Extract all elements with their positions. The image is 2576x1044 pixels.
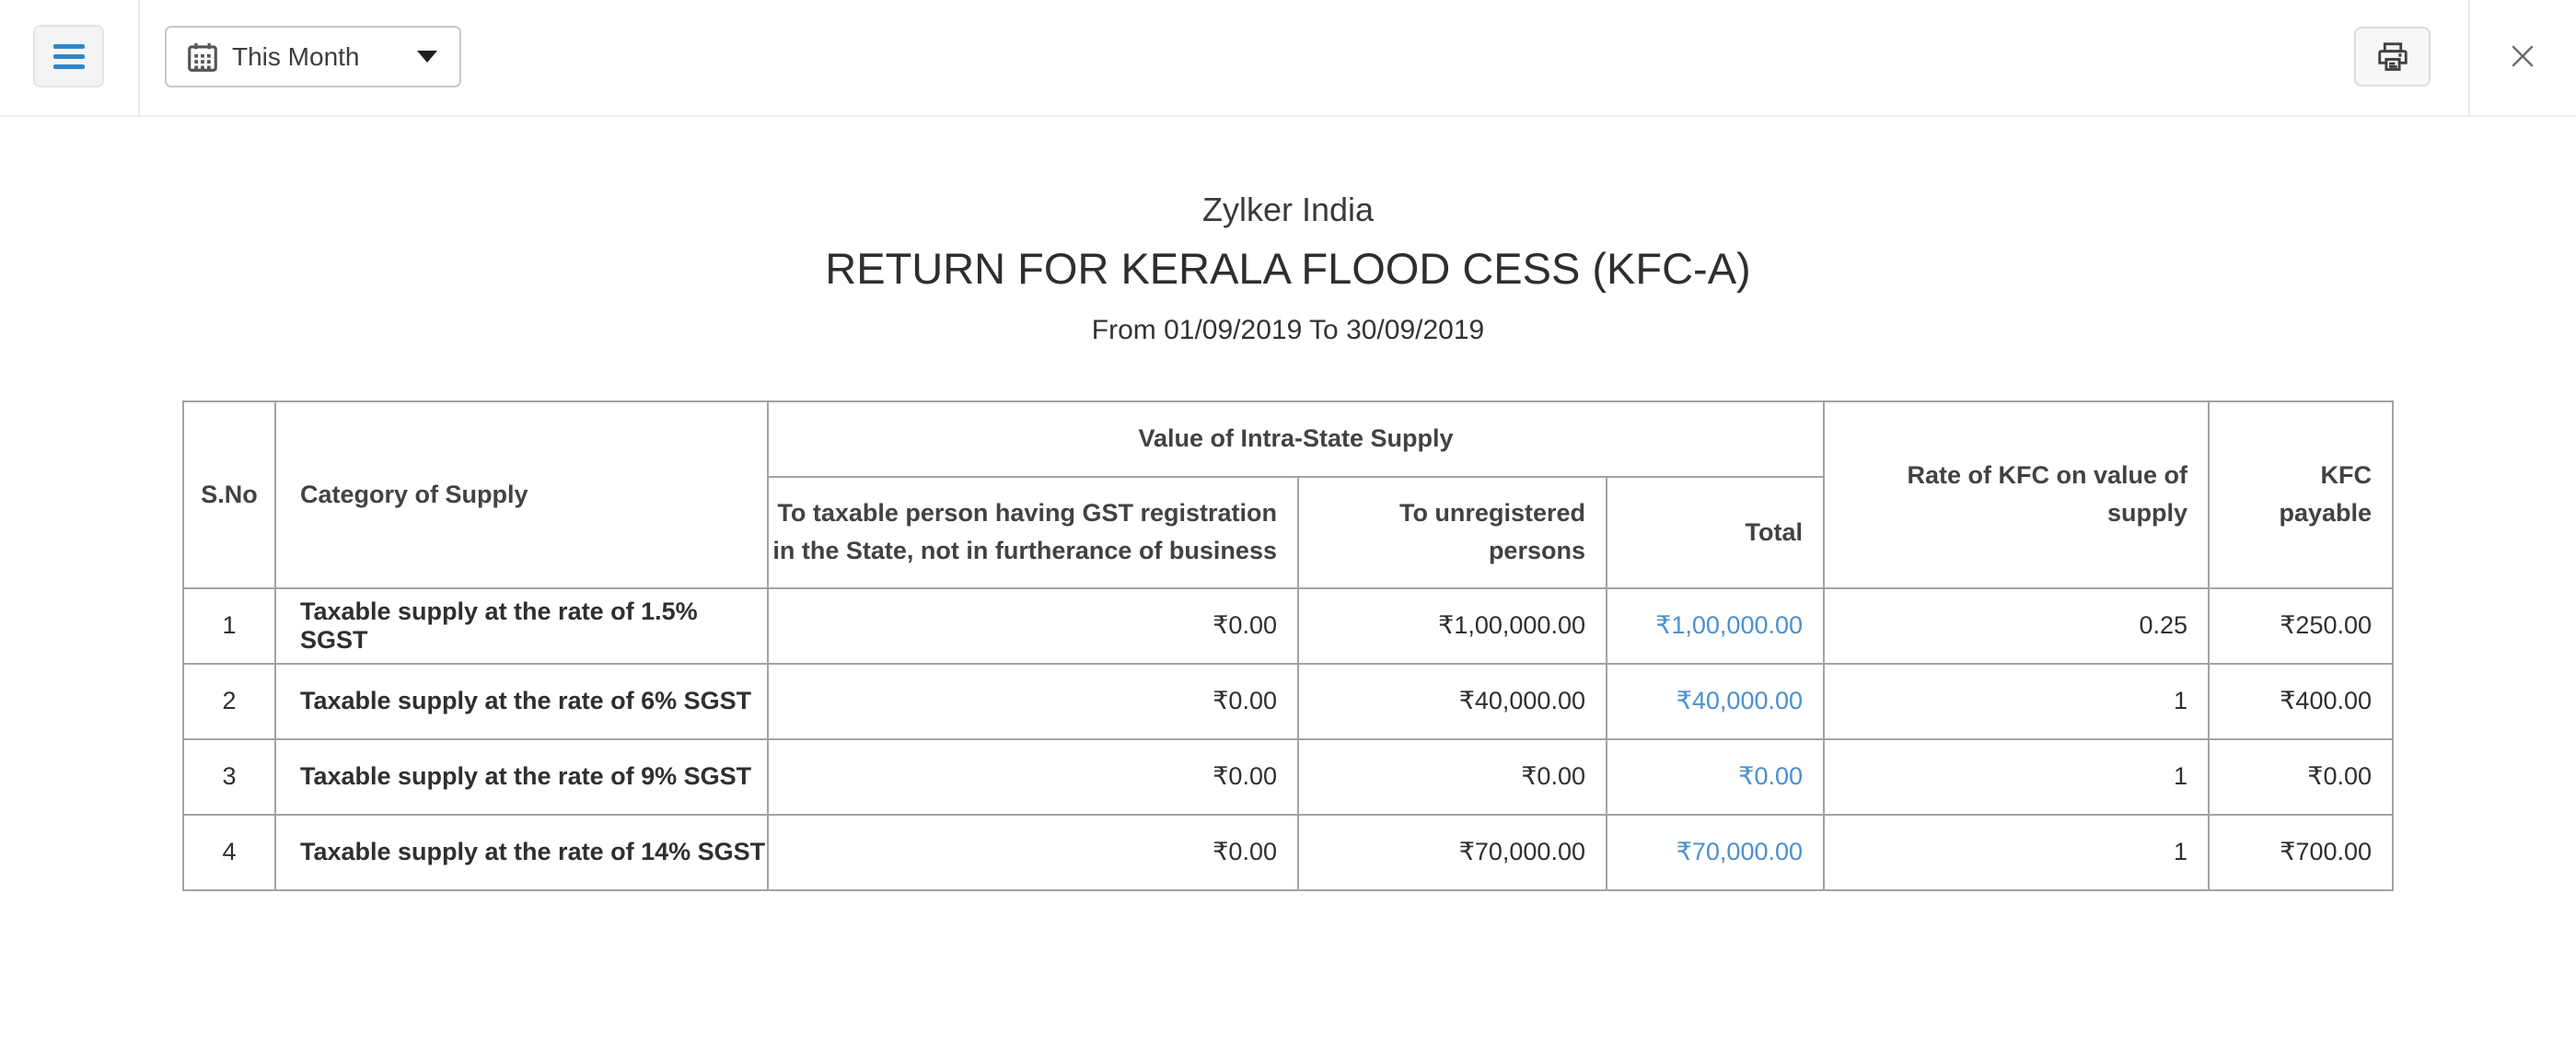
cell-category: Taxable supply at the rate of 6% SGST [275,664,768,739]
period-dropdown-value: This Month [232,41,360,71]
header-to-unregistered-line2: persons [1488,537,1585,565]
header-payable-line2: payable [2279,499,2373,528]
period-dropdown[interactable] [165,26,461,87]
header-to-taxable-line1: To taxable person having GST registration [777,499,1277,528]
header-category-of-supply: Category of Supply [275,401,768,588]
report-title: RETURN FOR KERALA FLOOD CESS (KFC-A) [825,244,1751,294]
cell-payable: ₹0.00 [2209,739,2393,815]
hamburger-menu-button[interactable] [33,25,104,87]
calendar-icon [185,40,220,75]
header-rate-line1: Rate of KFC on value of [1907,461,2188,490]
header-rate-of-kfc [1824,401,2209,588]
cell-rate: 1 [1824,664,2209,739]
cell-to-taxable: ₹0.00 [768,588,1298,664]
header-sno: S.No [183,401,275,588]
header-payable-line1: KFC [2320,461,2373,490]
cell-to-unregistered: ₹0.00 [1298,739,1607,815]
header-rate-line2: supply [2107,499,2188,528]
toolbar-divider-left [138,0,140,117]
cell-category: Taxable supply at the rate of 1.5% SGST [275,588,768,664]
cell-sno: 1 [183,588,275,664]
header-to-taxable-person [768,477,1298,588]
cell-sno: 4 [183,815,275,890]
table-row [183,664,2393,739]
cell-rate: 0.25 [1824,588,2209,664]
cell-sno: 2 [183,664,275,739]
company-name: Zylker India [1201,191,1375,228]
cell-category: Taxable supply at the rate of 14% SGST [275,815,768,890]
cell-to-unregistered: ₹40,000.00 [1298,664,1607,739]
cell-to-unregistered: ₹70,000.00 [1298,815,1607,890]
header-intra-state-group: Value of Intra-State Supply [768,401,1824,477]
cell-total-link[interactable]: ₹40,000.00 [1676,687,1804,715]
toolbar [0,0,2576,117]
report-area [0,117,2576,891]
cell-rate: 1 [1824,739,2209,815]
cell-to-taxable: ₹0.00 [768,815,1298,890]
close-button[interactable] [2497,33,2548,79]
kfc-return-table [182,400,2394,891]
table-row [183,588,2393,664]
cell-payable: ₹400.00 [2209,664,2393,739]
cell-to-taxable: ₹0.00 [768,739,1298,815]
table-row [183,815,2393,890]
header-to-unregistered [1298,477,1607,588]
caret-down-icon [417,51,437,63]
header-total: Total [1607,477,1824,588]
cell-total-link[interactable]: ₹1,00,000.00 [1655,611,1804,640]
header-to-taxable-line2: in the State, not in furtherance of business [772,537,1277,565]
cell-total-link[interactable]: ₹70,000.00 [1676,838,1804,866]
printer-icon [2373,40,2412,75]
print-button[interactable] [2354,27,2431,87]
cell-to-taxable: ₹0.00 [768,664,1298,739]
cell-to-unregistered: ₹1,00,000.00 [1298,588,1607,664]
toolbar-divider-right [2468,0,2470,117]
cell-category: Taxable supply at the rate of 9% SGST [275,739,768,815]
cell-total-link[interactable]: ₹0.00 [1738,762,1804,791]
cell-payable: ₹700.00 [2209,815,2393,890]
close-icon [2509,42,2536,70]
header-to-unregistered-line1: To unregistered [1398,499,1585,528]
header-kfc-payable [2209,401,2393,588]
table-row [183,739,2393,815]
cell-rate: 1 [1824,815,2209,890]
cell-payable: ₹250.00 [2209,588,2393,664]
cell-sno: 3 [183,739,275,815]
report-date-range: From 01/09/2019 To 30/09/2019 [1091,314,1485,345]
